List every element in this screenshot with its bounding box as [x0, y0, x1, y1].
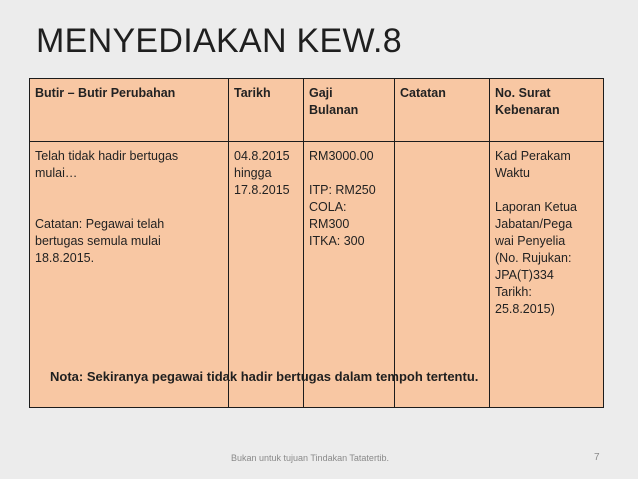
cell-gaji-bulanan	[304, 142, 395, 408]
header-butir-perubahan	[30, 79, 229, 142]
cell-line: 04.8.2015	[234, 149, 290, 163]
cell-line: hingga	[234, 166, 272, 180]
table-row	[30, 142, 604, 408]
cell-line: mulai…	[35, 166, 78, 180]
page-title: MENYEDIAKAN KEW.8	[36, 22, 402, 60]
cell-no-surat-kebenaran	[490, 142, 604, 408]
cell-line: ITKA: 300	[309, 234, 365, 248]
footer-text: Bukan untuk tujuan Tindakan Tatatertib.	[231, 453, 389, 463]
cell-line: 17.8.2015	[234, 183, 290, 197]
cell-line: 18.8.2015.	[35, 251, 95, 265]
kew8-table	[29, 78, 604, 408]
header-no-surat-kebenaran	[490, 79, 604, 142]
cell-tarikh	[229, 142, 304, 408]
cell-line	[35, 182, 224, 199]
cell-line	[495, 182, 599, 199]
header-tarikh	[229, 79, 304, 142]
cell-line: Tarikh:	[495, 285, 532, 299]
cell-catatan	[395, 142, 490, 408]
header-gaji-bulanan	[304, 79, 395, 142]
cell-line: Kebenaran	[495, 103, 560, 117]
cell-line: COLA:	[309, 200, 347, 214]
cell-line: RM300	[309, 217, 350, 231]
cell-line: Kad Perakam	[495, 149, 571, 163]
cell-line: Bulanan	[309, 103, 359, 117]
header-catatan	[395, 79, 490, 142]
cell-line: Jabatan/Pega	[495, 217, 573, 231]
cell-line: JPA(T)334	[495, 268, 554, 282]
cell-line: Catatan	[400, 86, 446, 100]
cell-line	[309, 165, 390, 182]
page-number: 7	[594, 452, 600, 463]
nota-text: Nota: Sekiranya pegawai tidak hadir bertugas dalam tempoh tertentu.	[50, 369, 479, 384]
cell-line: Waktu	[495, 166, 530, 180]
cell-line: Laporan Ketua	[495, 200, 578, 214]
cell-line: wai Penyelia	[495, 234, 566, 248]
cell-line: Telah tidak hadir bertugas	[35, 149, 179, 163]
cell-line	[35, 199, 224, 216]
cell-line: Butir – Butir Perubahan	[35, 86, 176, 100]
cell-line: RM3000.00	[309, 149, 374, 163]
cell-line: ITP: RM250	[309, 183, 376, 197]
cell-line: Catatan: Pegawai telah	[35, 217, 165, 231]
cell-butir-perubahan	[30, 142, 229, 408]
cell-line: No. Surat	[495, 86, 551, 100]
cell-line: (No. Rujukan:	[495, 251, 572, 265]
table-header-row	[30, 79, 604, 142]
cell-line: 25.8.2015)	[495, 302, 555, 316]
cell-line: Gaji	[309, 86, 333, 100]
cell-line: bertugas semula mulai	[35, 234, 161, 248]
cell-line: Tarikh	[234, 86, 271, 100]
